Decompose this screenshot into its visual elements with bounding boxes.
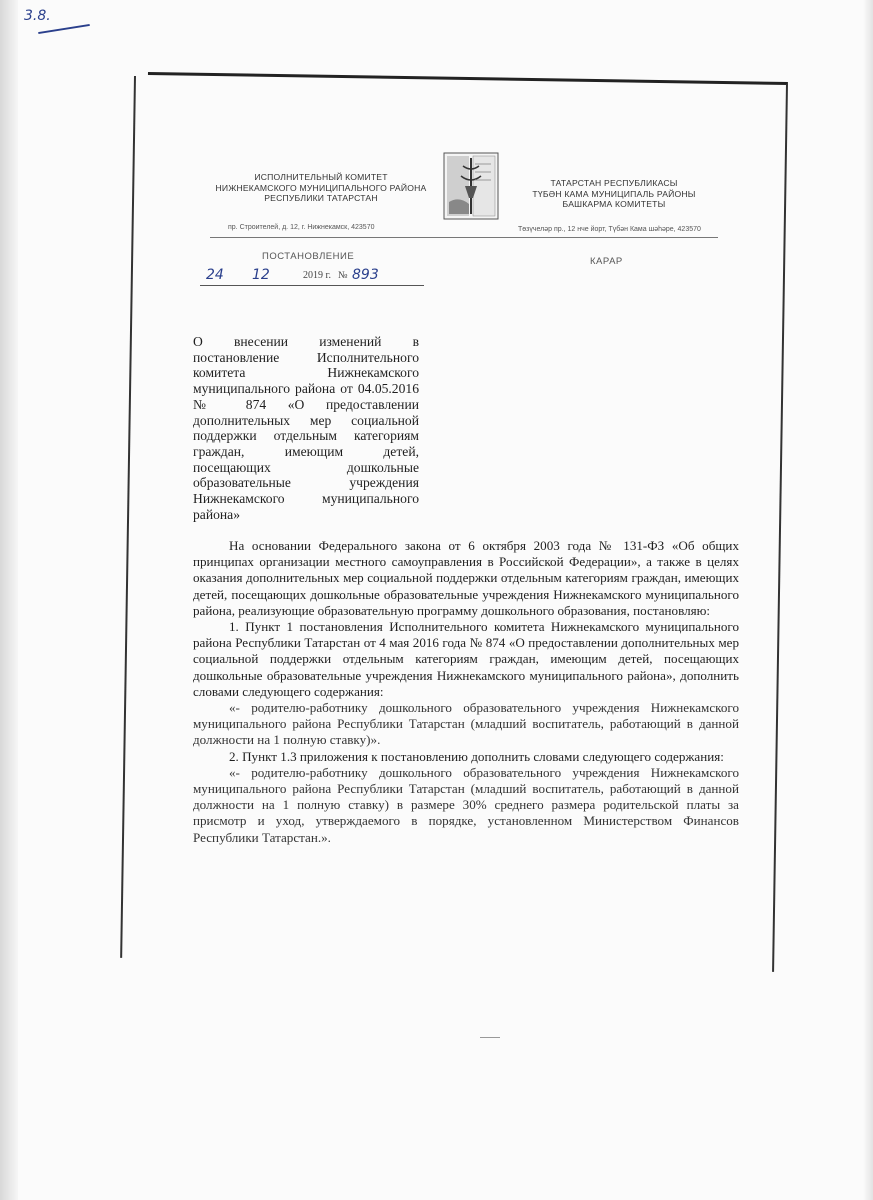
address-tt: Төзүчеләр пр., 12 нче йорт, Түбән Кама шәһәре, 423570 (518, 226, 701, 233)
issuer-ru-line: НИЖНЕКАМСКОГО МУНИЦИПАЛЬНОГО РАЙОНА (215, 182, 427, 193)
photocopy-frame-left (120, 76, 136, 958)
photocopy-frame-right (772, 84, 788, 972)
body-item-2: 2. Пункт 1.3 приложения к постановлению дополнить словами следующего содержания: (229, 748, 724, 764)
issuer-ru (196, 172, 446, 204)
photocopy-frame-top (148, 72, 788, 85)
date-year: 2019 г. (303, 270, 331, 281)
body-quote-1: «- родителю-работнику дошкольного образовательного учреждения Нижнекамского муниципального района Республики Татарстан (младший воспитатель, работающий в данной должности на 1 полную ставку)». (193, 700, 739, 748)
issuer-tt-line: БАШКАРМА КОМИТЕТЫ (562, 199, 666, 209)
issuer-tt-line: ТАТАРСТАН РЕСПУБЛИКАСЫ (550, 178, 678, 188)
scan-edge-left (0, 0, 18, 1200)
address-ru: пр. Строителей, д. 12, г. Нижнекамск, 423570 (228, 224, 375, 231)
date-day: 24 (206, 267, 224, 283)
date-underline (200, 285, 424, 286)
issuer-ru-line: РЕСПУБЛИКИ ТАТАРСТАН (264, 193, 378, 203)
document-body (193, 538, 739, 846)
doc-type-tt: КАРАР (590, 256, 623, 267)
pen-stroke (38, 24, 90, 34)
issuer-tt-line: ТҮБӘН КАМА МУНИЦИПАЛЬ РАЙОНЫ (532, 188, 696, 199)
body-item-1: 1. Пункт 1 постановления Исполнительного комитета Нижнекамского муниципального района Республики Татарстан от 4 мая 2016 года № 874 «О предоставлении дополнительных мер социальной поддержки отдельным категориям граждан, имеющим детей, посещающих дошкольные образовательные учреждения Нижнекамского муниципального района», дополнить словами следующего содержания: (193, 619, 739, 699)
document-subject: О внесении изменений в постановление Исполнительного комитета Нижнекамского муниципального района от 04.05.2016 № 874 «О предоставлении дополнительных мер социальной поддержки отдельным категориям граждан, имеющим детей, посещающих дошкольные образовательные учреждения Нижнекамского муниципального района» (193, 334, 419, 522)
issuer-tt (504, 178, 724, 210)
page-number-handwritten: 3.8. (24, 8, 51, 24)
scan-mark (480, 1037, 500, 1038)
header-divider (210, 237, 718, 238)
coat-of-arms-icon (443, 152, 499, 220)
scan-edge-right (863, 0, 873, 1200)
body-quote-2: «- родителю-работнику дошкольного образовательного учреждения Нижнекамского муниципального района Республики Татарстан (младший воспитатель, работающий в данной должности на 1 полную ставку) в размере 30% среднего размера родительской платы за присмотр и уход, утверждаемого в порядке, установленном Министерством Финансов Республики Татарстан.». (193, 764, 739, 845)
body-intro: На основании Федерального закона от 6 октября 2003 года № 131-ФЗ «Об общих принципах организации местного самоуправления в Российской Федерации», а также в целях оказания дополнительных мер социальной поддержки отдельным категориям граждан, имеющих детей, посещающих дошкольные образовательные учреждения Нижнекамского муниципального района, реализующие образовательную программу дошкольного образования, постановляю: (193, 538, 739, 618)
number-label: № (338, 270, 348, 281)
date-number-line (200, 268, 424, 288)
issuer-ru-line: ИСПОЛНИТЕЛЬНЫЙ КОМИТЕТ (254, 172, 388, 182)
document-number: 893 (352, 267, 379, 283)
date-month: 12 (252, 267, 270, 283)
doc-type-ru: ПОСТАНОВЛЕНИЕ (262, 251, 355, 262)
